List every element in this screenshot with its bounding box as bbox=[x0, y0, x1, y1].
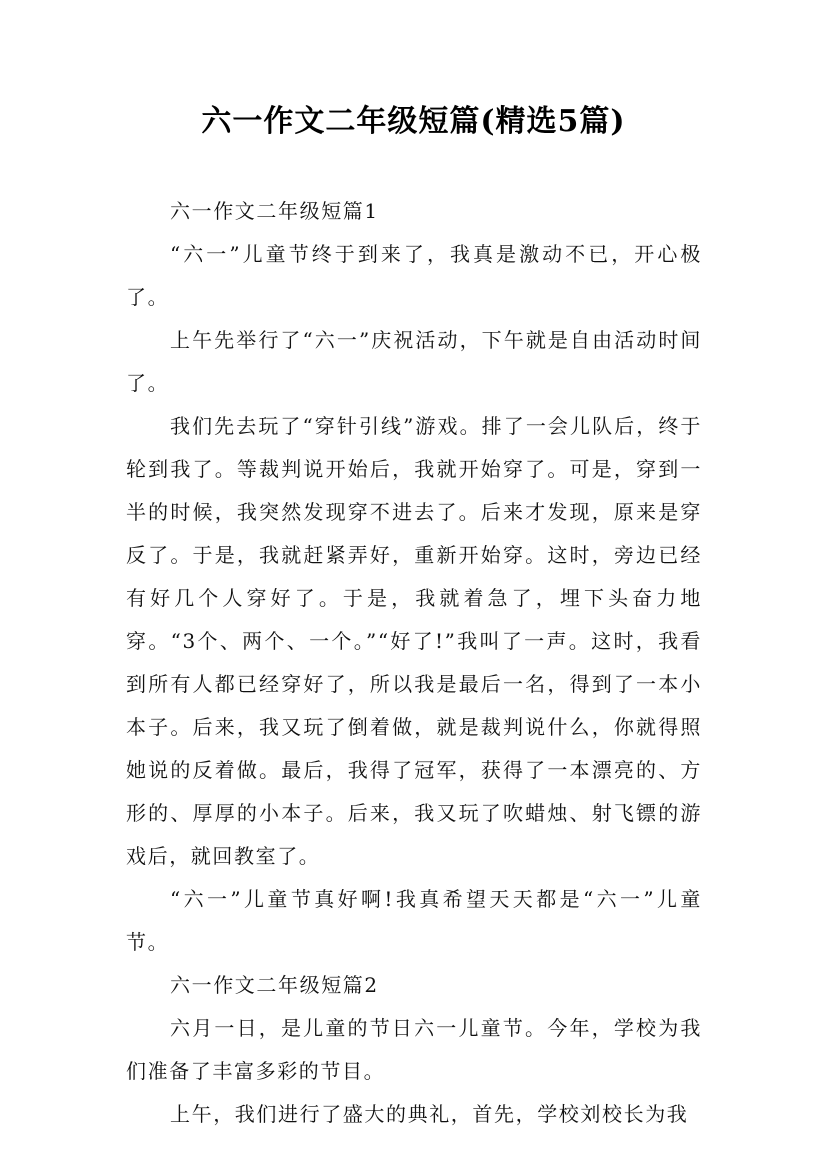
section-heading-1: 六一作文二年级短篇1 bbox=[170, 199, 379, 223]
paragraph: 我们先去玩了“穿针引线”游戏。排了一会儿队后，终于轮到我了。等裁判说开始后，我就开始穿了。可是，穿到一半的时候，我突然发现穿不进去了。后来才发现，原来是穿反了。于是，我就赶紧弄好，重新开始穿。这时，旁边已经有好几个人穿好了。于是，我就着急了，埋下头奋力地穿。“3个、两个、一个。”“好了!”我叫了一声。这时，我看到所有人都已经穿好了，所以我是最后一名，得到了一本小本子。后来，我又玩了倒着做，就是裁判说什么，你就得照她说的反着做。最后，我得了冠军，获得了一本漂亮的、方形的、厚厚的小本子。后来，我又玩了吹蜡烛、射飞镖的游戏后，就回教室了。 bbox=[126, 414, 702, 868]
paragraph: 上午先举行了“六一”庆祝活动，下午就是自由活动时间了。 bbox=[126, 328, 702, 395]
document-body bbox=[126, 190, 702, 1136]
document-title: 六一作文二年级短篇(精选5篇) bbox=[201, 104, 626, 139]
section-heading-2: 六一作文二年级短篇2 bbox=[170, 973, 379, 997]
paragraph: 六月一日，是儿童的节日六一儿童节。今年，学校为我们准备了丰富多彩的节目。 bbox=[126, 1016, 702, 1083]
paragraph: 上午，我们进行了盛大的典礼，首先，学校刘校长为我 bbox=[170, 1102, 689, 1126]
paragraph: “六一”儿童节终于到来了，我真是激动不已，开心极了。 bbox=[126, 242, 702, 309]
paragraph: “六一”儿童节真好啊!我真希望天天都是“六一”儿童节。 bbox=[126, 887, 702, 954]
